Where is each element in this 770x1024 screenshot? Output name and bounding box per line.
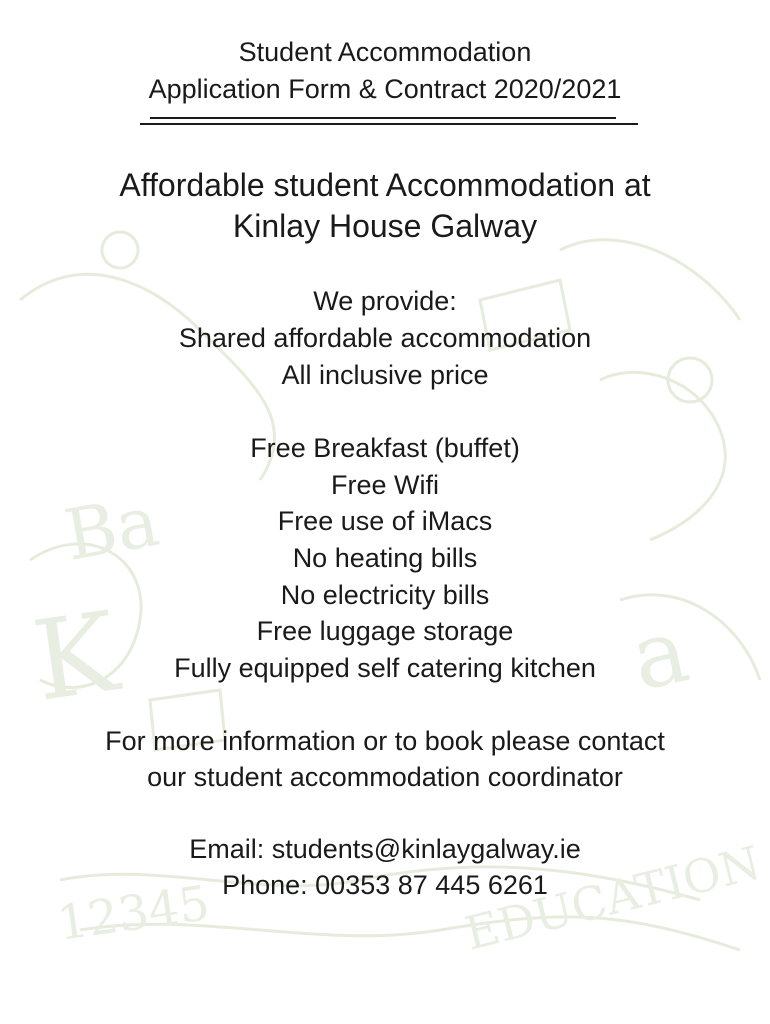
- svg-text:K: K: [25, 587, 126, 726]
- headline-line-2: Kinlay House Galway: [232, 208, 538, 244]
- feature-item: Free luggage storage: [256, 616, 514, 646]
- contact-line-1: For more information or to book please contact: [105, 726, 665, 756]
- feature-item: No heating bills: [292, 543, 478, 573]
- svg-text:a: a: [622, 597, 698, 712]
- svg-text:12345: 12345: [53, 875, 213, 952]
- title-underline-top: [150, 117, 616, 119]
- title-line-1: Student Accommodation: [238, 37, 532, 67]
- provide-item: Shared affordable accommodation: [178, 323, 592, 353]
- feature-item: Free Breakfast (buffet): [250, 433, 520, 463]
- title-line-2: Application Form & Contract 2020/2021: [148, 74, 622, 104]
- svg-text:Ba: Ba: [58, 479, 165, 577]
- contact-phone[interactable]: Phone: 00353 87 445 6261: [222, 870, 548, 900]
- contact-line-2: our student accommodation coordinator: [147, 762, 623, 792]
- svg-text:EDUCATION: EDUCATION: [459, 835, 766, 961]
- contact-email[interactable]: Email: students@kinlaygalway.ie: [189, 834, 581, 864]
- feature-item: Free use of iMacs: [277, 506, 493, 536]
- title-underline-bottom: [140, 123, 638, 125]
- feature-item: Free Wifi: [331, 470, 439, 500]
- feature-item: Fully equipped self catering kitchen: [174, 653, 596, 683]
- provide-item: All inclusive price: [281, 360, 489, 390]
- feature-item: No electricity bills: [280, 580, 490, 610]
- provide-heading: We provide:: [313, 286, 457, 316]
- headline-line-1: Affordable student Accommodation at: [119, 167, 651, 203]
